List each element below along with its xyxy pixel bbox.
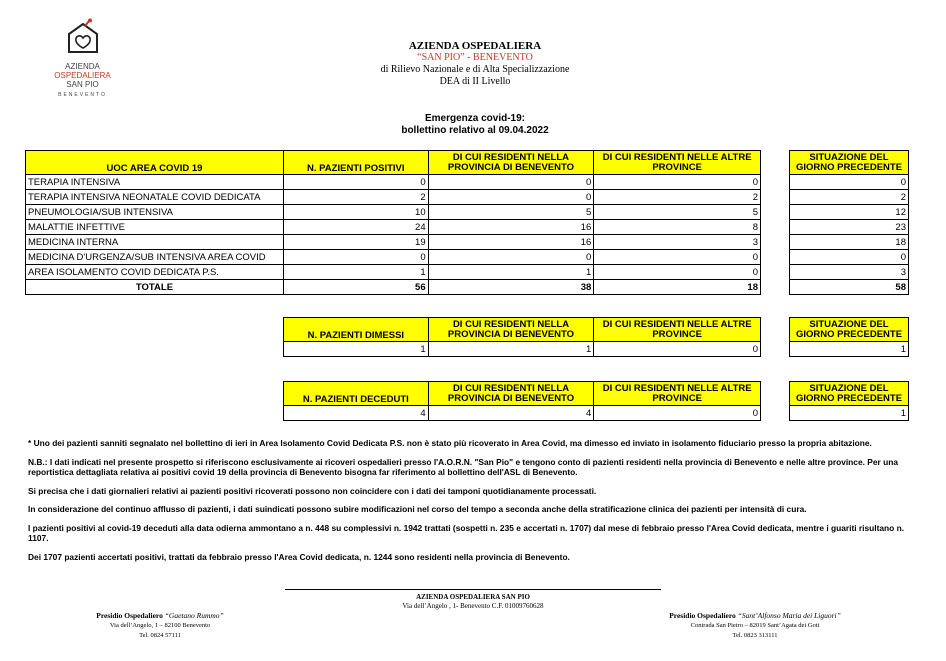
row-bn: 16	[428, 220, 594, 235]
total-row	[26, 280, 761, 295]
header-uoc: UOC AREA COVID 19	[26, 151, 284, 175]
header-deceduti: N. PAZIENTI DECEDUTI	[284, 382, 429, 406]
row-altre: 0	[594, 250, 761, 265]
row-positivi: 19	[283, 235, 428, 250]
row-label: PNEUMOLOGIA/SUB INTENSIVA	[26, 205, 284, 220]
logo-line2: OSPEDALIERA	[54, 71, 111, 80]
footer-right-tel: Tel. 0823 313111	[732, 632, 778, 639]
bulletin-line2: bollettino relativo al 09.04.2022	[401, 125, 549, 136]
footer-left	[60, 611, 260, 641]
footer-right-label: Presidio Ospedaliero	[669, 611, 738, 620]
header-title: AZIENDA OSPEDALIERA	[408, 40, 542, 52]
table-row	[284, 342, 761, 357]
note-paragraph: In considerazione del continuo afflusso di pazienti, i dati suindicati possono subire modificazioni nel corso del tempo a seconda anche della stratificazione clinica dei pazienti per intensità di cura.	[28, 504, 807, 514]
bulletin-title	[300, 113, 650, 137]
note-paragraph: N.B.: I dati indicati nel presente prospetto si riferiscono esclusivamente ai ricoveri ospedalieri presso l'A.O.R.N. "San Pio" e tengono conto di pazienti residenti nella provincia di Benevento e nelle altre province. Per una reportistica dettagliata relativa ai positivi covid 19 della provincia di Benevento bisogna far riferimento al bollettino dell'ASL di Benevento.	[28, 456, 898, 477]
row-label: AREA ISOLAMENTO COVID DEDICATA P.S.	[26, 265, 284, 280]
footer-center-title: AZIENDA OSPEDALIERA SAN PIO	[416, 593, 530, 601]
main-table	[25, 150, 761, 295]
document-header	[250, 40, 700, 88]
dimessi-prec: 1	[790, 342, 909, 357]
row-prec: 2	[790, 190, 909, 205]
logo-line4: BENEVENTO	[58, 92, 107, 98]
row-positivi: 0	[283, 250, 428, 265]
row-altre: 0	[594, 175, 761, 190]
row-prec: 3	[790, 265, 909, 280]
footer-left-tel: Tel. 0824 57111	[139, 632, 181, 639]
total-label: TOTALE	[26, 280, 284, 295]
logo-line3: SAN PIO	[66, 80, 99, 89]
dimessi-n: 1	[284, 342, 429, 357]
footer-left-label: Presidio Ospedaliero	[96, 611, 165, 620]
total-positivi: 56	[283, 280, 428, 295]
deceduti-bn: 4	[428, 406, 594, 421]
row-label: TERAPIA INTENSIVA NEONATALE COVID DEDICATA	[26, 190, 284, 205]
row-altre: 0	[594, 265, 761, 280]
row-positivi: 10	[283, 205, 428, 220]
dimessi-altre: 0	[594, 342, 761, 357]
footer-right-name: “Sant’Alfonso Maria dei Liguori”	[737, 611, 841, 620]
dimessi-prev-table	[789, 317, 909, 357]
row-prec: 18	[790, 235, 909, 250]
hospital-logo	[40, 18, 125, 108]
footer-center-address: Via dell’Angelo , 1- Benevento C.F. 01009760628	[402, 602, 544, 610]
total-bn: 38	[428, 280, 594, 295]
deceduti-prev-table	[789, 381, 909, 421]
header-deceduti-altre: DI CUI RESIDENTI NELLE ALTRE PROVINCE	[594, 382, 761, 406]
note-paragraph: Si precisa che i dati giornalieri relativi ai pazienti positivi ricoverati possono non coincidere con i dati dei tamponi quotidianamente processati.	[28, 485, 597, 496]
row-altre: 8	[594, 220, 761, 235]
footer-left-name: “Gaetano Rummo”	[164, 611, 224, 620]
row-bn: 0	[428, 190, 594, 205]
table-row	[26, 190, 761, 205]
house-heart-icon	[63, 18, 103, 62]
row-prec: 0	[790, 175, 909, 190]
deceduti-prec: 1	[790, 406, 909, 421]
header-prec: SITUAZIONE DEL GIORNO PRECEDENTE	[790, 151, 909, 175]
bulletin-line1: Emergenza covid-19:	[424, 113, 526, 124]
row-bn: 1	[428, 265, 594, 280]
table-row	[26, 250, 761, 265]
table-row	[26, 235, 761, 250]
header-deceduti-prec: SITUAZIONE DEL GIORNO PRECEDENTE	[790, 382, 909, 406]
note-paragraph: * Uno dei pazienti sanniti segnalato nel bollettino di ieri in Area Isolamento Covid Dedicata P.S. non è stato più ricoverato in Area Covid, ma dimesso ed inviato in isolamento fiduciario presso la propria abitazione.	[28, 438, 872, 448]
footer-left-address: Via dell’Angelo, 1 – 82100 Benevento	[109, 622, 211, 629]
footer-right-address: Contrada San Pietro – 82019 Sant’Agata dei Goti	[690, 622, 820, 629]
total-prec: 58	[790, 280, 909, 295]
row-label: MEDICINA INTERNA	[26, 235, 284, 250]
row-positivi: 24	[283, 220, 428, 235]
footer-right	[655, 611, 855, 641]
row-label: MALATTIE INFETTIVE	[26, 220, 284, 235]
header-bn: DI CUI RESIDENTI NELLA PROVINCIA DI BENEVENTO	[428, 151, 594, 175]
row-prec: 0	[790, 250, 909, 265]
row-bn: 16	[428, 235, 594, 250]
header-dimessi-prec: SITUAZIONE DEL GIORNO PRECEDENTE	[790, 318, 909, 342]
notes-section	[28, 438, 918, 570]
row-altre: 3	[594, 235, 761, 250]
row-positivi: 2	[283, 190, 428, 205]
table-row	[26, 220, 761, 235]
table-row	[26, 175, 761, 190]
row-positivi: 0	[283, 175, 428, 190]
note-paragraph: I pazienti positivi al covid-19 deceduti alla data odierna ammontano a n. 448 su complessivi n. 1942 trattati (sospetti n. 235 e accertati n. 1707) dal mese di febbraio presso l'Area Covid dedicata, mentre i guariti risultano n. 1107.	[28, 522, 905, 543]
deceduti-n: 4	[284, 406, 429, 421]
header-deceduti-bn: DI CUI RESIDENTI NELLA PROVINCIA DI BENEVENTO	[428, 382, 594, 406]
deceduti-altre: 0	[594, 406, 761, 421]
row-bn: 0	[428, 250, 594, 265]
header-dimessi-bn: DI CUI RESIDENTI NELLA PROVINCIA DI BENEVENTO	[428, 318, 594, 342]
row-label: TERAPIA INTENSIVA	[26, 175, 284, 190]
dimessi-bn: 1	[428, 342, 594, 357]
footer-center	[285, 593, 661, 611]
deceduti-table	[283, 381, 761, 421]
dimessi-table	[283, 317, 761, 357]
row-altre: 5	[594, 205, 761, 220]
row-altre: 2	[594, 190, 761, 205]
footer-right-title	[655, 611, 855, 621]
table-row	[26, 265, 761, 280]
header-line3: di Rilievo Nazionale e di Alta Specializzazione	[380, 64, 570, 75]
header-dimessi: N. PAZIENTI DIMESSI	[284, 318, 429, 342]
table-row	[284, 406, 761, 421]
row-prec: 12	[790, 205, 909, 220]
row-bn: 5	[428, 205, 594, 220]
header-dimessi-altre: DI CUI RESIDENTI NELLE ALTRE PROVINCE	[594, 318, 761, 342]
row-positivi: 1	[283, 265, 428, 280]
total-altre: 18	[594, 280, 761, 295]
row-prec: 23	[790, 220, 909, 235]
footer-divider	[285, 589, 661, 590]
logo-line1: AZIENDA	[65, 62, 100, 71]
footer-left-title	[60, 611, 260, 621]
header-positivi: N. PAZIENTI POSITIVI	[283, 151, 428, 175]
main-prev-table	[789, 150, 909, 295]
header-line4: DEA di II Livello	[439, 76, 511, 87]
table-row	[26, 205, 761, 220]
header-subtitle: “SAN PIO” - BENEVENTO	[417, 52, 533, 63]
row-bn: 0	[428, 175, 594, 190]
header-altre: DI CUI RESIDENTI NELLE ALTRE PROVINCE	[594, 151, 761, 175]
note-paragraph: Dei 1707 pazienti accertati positivi, trattati da febbraio presso l'Area Covid dedicata, n. 1244 sono residenti nella provincia di Benevento.	[28, 551, 570, 562]
row-label: MEDICINA D'URGENZA/SUB INTENSIVA AREA COVID	[26, 250, 284, 265]
